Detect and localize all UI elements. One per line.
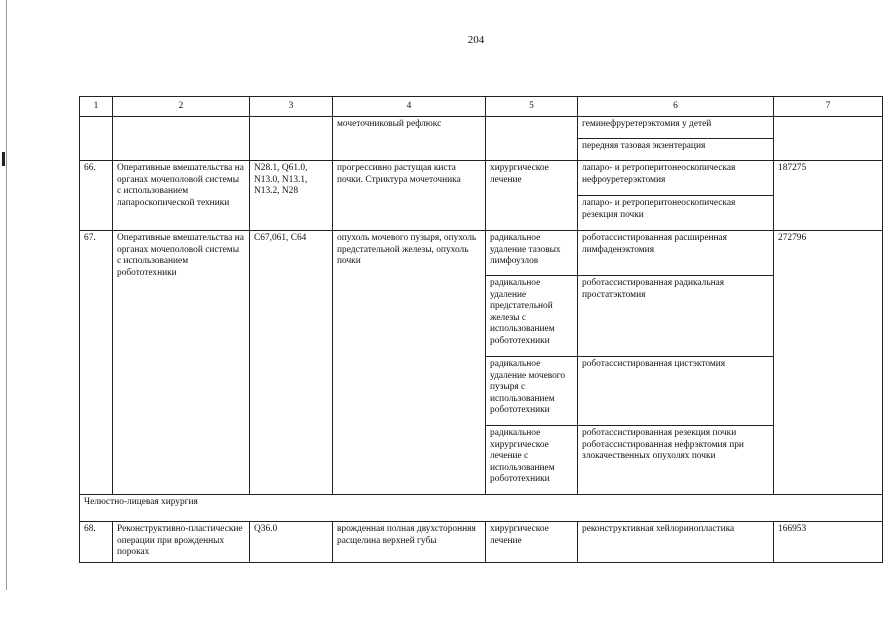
col-header-5: 5 xyxy=(486,97,578,117)
table-row xyxy=(80,522,883,563)
col-header-7: 7 xyxy=(774,97,883,117)
services-table xyxy=(79,96,883,563)
cell-method: лапаро- и ретроперитонеоскопическая резекция почки xyxy=(578,196,774,231)
cell-row-number: 68. xyxy=(80,522,113,563)
cell-disease: мочеточниковый рефлюкс xyxy=(333,117,486,161)
cell-row-number: 67. xyxy=(80,231,113,495)
cell-treatment: радикальное удаление мочевого пузыря с использованием робототехники xyxy=(486,357,578,426)
col-header-1: 1 xyxy=(80,97,113,117)
cell-row-number: 66. xyxy=(80,161,113,231)
col-header-6: 6 xyxy=(578,97,774,117)
cell-method: роботассистированная цистэктомия xyxy=(578,357,774,426)
cell-name: Реконструктивно-пластические операции при врожденных пороках xyxy=(113,522,250,563)
cell-disease: опухоль мочевого пузыря, опухоль предстательной железы, опухоль почки xyxy=(333,231,486,495)
cell-method: реконструктивная хейлоринопластика xyxy=(578,522,774,563)
section-row xyxy=(80,495,883,522)
cell-empty xyxy=(80,117,113,161)
cell-price: 187275 xyxy=(774,161,883,231)
cell-price: 166953 xyxy=(774,522,883,563)
cell-treatment: хирургическое лечение xyxy=(486,161,578,231)
cell-empty xyxy=(774,117,883,161)
col-header-2: 2 xyxy=(113,97,250,117)
cell-codes: N28.1, Q61.0, N13.0, N13.1, N13.2, N28 xyxy=(250,161,333,231)
scan-mark xyxy=(2,152,5,166)
cell-disease: прогрессивно растущая киста почки. Стриктура мочеточника xyxy=(333,161,486,231)
cell-method: роботассистированная радикальная простатэктомия xyxy=(578,276,774,357)
cell-codes: Q36.0 xyxy=(250,522,333,563)
cell-disease: врожденная полная двухсторонняя расщелина верхней губы xyxy=(333,522,486,563)
cell-method: роботассистированная расширенная лимфаденэктомия xyxy=(578,231,774,276)
cell-empty xyxy=(113,117,250,161)
cell-name: Оперативные вмешательства на органах мочеполовой системы с использованием робототехники xyxy=(113,231,250,495)
section-title: Челюстно-лицевая хирургия xyxy=(80,495,883,522)
cell-method: лапаро- и ретроперитонеоскопическая нефроуретерэктомия xyxy=(578,161,774,196)
cell-method: передняя тазовая экзентерация xyxy=(578,139,774,161)
cell-empty xyxy=(486,117,578,161)
table-row xyxy=(80,231,883,276)
table-row xyxy=(80,117,883,139)
cell-codes: C67,061, C64 xyxy=(250,231,333,495)
cell-method: геминефруретерэктомия у детей xyxy=(578,117,774,139)
header-row xyxy=(80,97,883,117)
col-header-4: 4 xyxy=(333,97,486,117)
table-row xyxy=(80,161,883,196)
cell-empty xyxy=(250,117,333,161)
cell-treatment: радикальное хирургическое лечение с использованием робототехники xyxy=(486,426,578,495)
cell-treatment: радикальное удаление предстательной железы с использованием робототехники xyxy=(486,276,578,357)
cell-treatment: радикальное удаление тазовых лимфоузлов xyxy=(486,231,578,276)
cell-name: Оперативные вмешательства на органах мочеполовой системы с использованием лапароскопической техники xyxy=(113,161,250,231)
page-number: 204 xyxy=(467,34,485,46)
cell-method: роботассистированная резекция почки роботассистированная нефрэктомия при злокачественных опухолях почки xyxy=(578,426,774,495)
scan-edge-line xyxy=(6,0,7,590)
cell-price: 272796 xyxy=(774,231,883,495)
col-header-3: 3 xyxy=(250,97,333,117)
cell-treatment: хирургическое лечение xyxy=(486,522,578,563)
